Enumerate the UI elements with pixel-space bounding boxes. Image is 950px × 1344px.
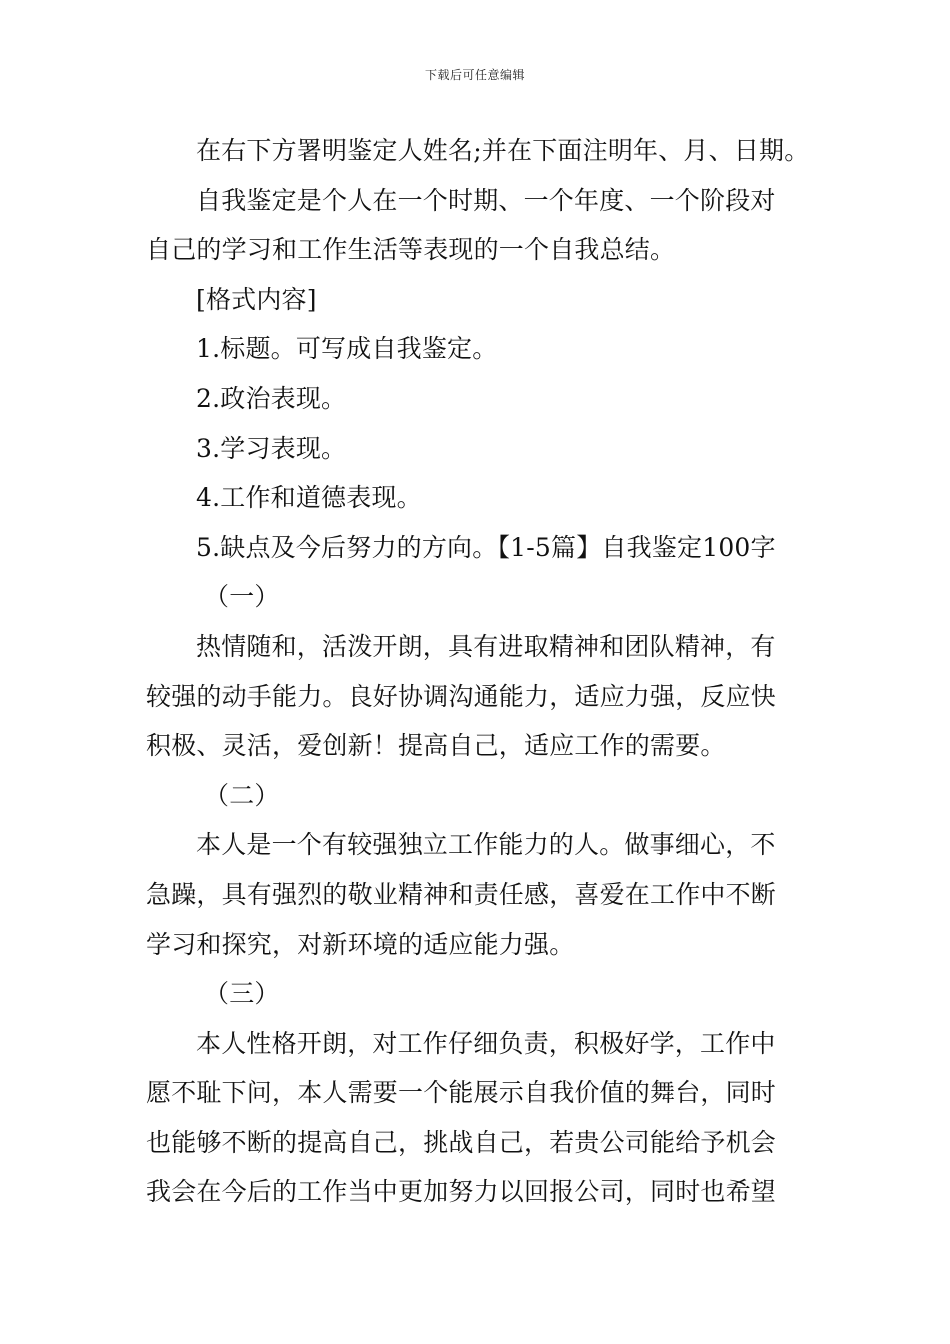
list-item: 1.标题。可写成自我鉴定。 [196,334,498,364]
document-body [146,126,811,1217]
paragraph-line: 学习和探究，对新环境的适应能力强。 [146,929,575,959]
paragraph-line: 较强的动手能力。良好协调沟通能力，适应力强，反应快 [146,681,777,711]
list-item: 2.政治表现。 [196,383,347,413]
subsection-marker: （二） [204,780,280,810]
list-item: 5.缺点及今后努力的方向。【1-5篇】自我鉴定100字 [196,532,776,562]
paragraph-line: 热情随和，活泼开朗，具有进取精神和团队精神，有 [196,631,776,661]
section-heading: [格式内容] [196,284,317,314]
paragraph-line: 在右下方署明鉴定人姓名;并在下面注明年、月、日期。 [196,136,810,165]
list-item: 3.学习表现。 [196,433,347,463]
paragraph-line: 也能够不断的提高自己，挑战自己，若贵公司能给予机会 [146,1127,777,1157]
paragraph-line: 我会在今后的工作当中更加努力以回报公司，同时也希望 [146,1177,777,1207]
header-note: 下载后可任意编辑 [424,68,525,82]
paragraph-line: 积极、灵活，爱创新！提高自己，适应工作的需要。 [146,731,726,761]
paragraph-line: 自己的学习和工作生活等表现的一个自我总结。 [146,235,676,265]
paragraph-line: 急躁，具有强烈的敬业精神和责任感，喜爱在工作中不断 [146,879,777,909]
paragraph-line: 自我鉴定是个人在一个时期、一个年度、一个阶段对 [196,185,776,215]
paragraph-line: 愿不耻下问，本人需要一个能展示自我价值的舞台，同时 [146,1078,777,1108]
subsection-marker: （三） [204,979,280,1009]
list-item: 4.工作和道德表现。 [196,483,422,513]
subsection-marker: （一） [204,582,280,612]
paragraph-line: 本人性格开朗，对工作仔细负责，积极好学，工作中 [196,1028,776,1058]
paragraph-line: 本人是一个有较强独立工作能力的人。做事细心，不 [196,830,776,860]
